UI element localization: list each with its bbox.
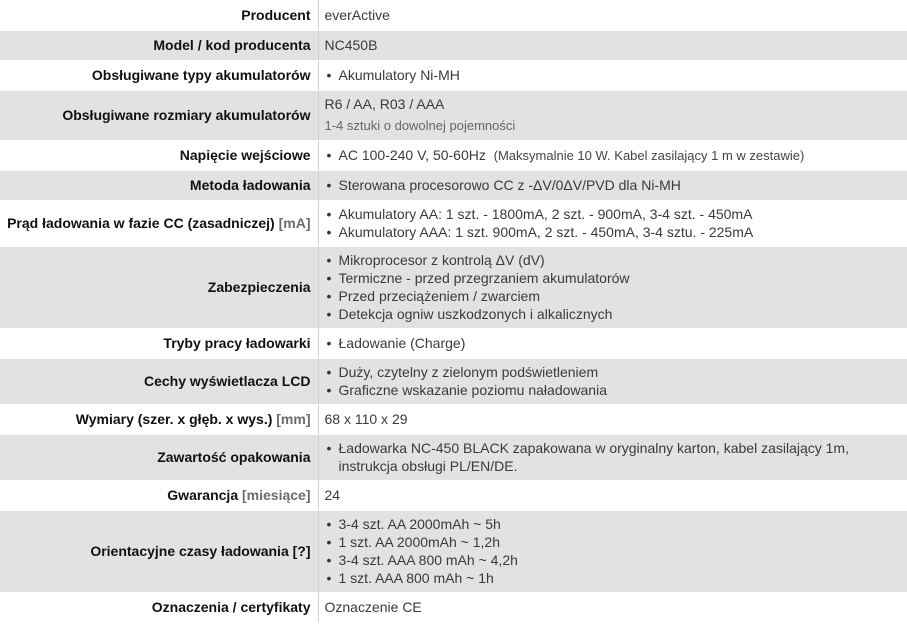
- spec-value: [318, 328, 907, 358]
- spec-label: Napięcie wejściowe: [0, 140, 318, 170]
- spec-list: [325, 439, 902, 475]
- spec-value: everActive: [318, 0, 907, 30]
- spec-label: Model / kod producenta: [0, 30, 318, 60]
- spec-value: [318, 200, 907, 246]
- spec-unit: [mA]: [278, 215, 311, 231]
- spec-list: [325, 146, 902, 165]
- spec-row-dimensions: [0, 404, 907, 434]
- spec-unit: [miesiące]: [242, 487, 311, 503]
- spec-list: [325, 363, 902, 399]
- spec-row-battery-types: [0, 60, 907, 90]
- spec-value: [318, 60, 907, 90]
- spec-value: [318, 170, 907, 200]
- spec-row-lcd-features: [0, 358, 907, 404]
- spec-note: (Maksymalnie 10 W. Kabel zasilający 1 m w zestawie): [493, 147, 805, 163]
- spec-label: Cechy wyświetlacza LCD: [0, 358, 318, 404]
- list-item: • 3-4 szt. AAA 800 mAh ~ 4,2h: [339, 551, 902, 569]
- list-item: • 3-4 szt. AA 2000mAh ~ 5h: [339, 515, 902, 533]
- spec-label: [0, 480, 318, 510]
- spec-value: [318, 434, 907, 480]
- spec-row-warranty: [0, 480, 907, 510]
- list-item: [339, 146, 902, 165]
- list-item: • Graficzne wskazanie poziomu naładowania: [339, 381, 902, 399]
- spec-label: Oznaczenia / certyfikaty: [0, 592, 318, 622]
- spec-label: [0, 200, 318, 246]
- list-item: • Ładowarka NC-450 BLACK zapakowana w oryginalny karton, kabel zasilający 1m, instrukcja obsługi PL/EN/DE.: [339, 439, 902, 475]
- spec-row-package-contents: [0, 434, 907, 480]
- spec-label: Zawartość opakowania: [0, 434, 318, 480]
- list-item: • Akumulatory Ni-MH: [339, 66, 902, 84]
- list-item: • 1 szt. AA 2000mAh ~ 1,2h: [339, 533, 902, 551]
- spec-label: [0, 404, 318, 434]
- spec-list: [325, 176, 902, 194]
- list-item: • Akumulatory AAA: 1 szt. 900mA, 2 szt. - 450mA, 3-4 sztu. - 225mA: [339, 223, 902, 241]
- spec-value: NC450B: [318, 30, 907, 60]
- spec-label-text: Prąd ładowania w fazie CC (zasadniczej): [7, 215, 275, 231]
- spec-label: Tryby pracy ładowarki: [0, 328, 318, 358]
- spec-label-text: Wymiary (szer. x głęb. x wys.): [75, 411, 273, 427]
- spec-label: Zabezpieczenia: [0, 246, 318, 328]
- spec-row-certificates: [0, 592, 907, 622]
- spec-unit: [mm]: [276, 411, 311, 427]
- list-item: • 1 szt. AAA 800 mAh ~ 1h: [339, 569, 902, 587]
- spec-list: [325, 515, 902, 587]
- spec-label: Metoda ładowania: [0, 170, 318, 200]
- list-item: • Detekcja ogniw uszkodzonych i alkalicznych: [339, 305, 902, 323]
- spec-label: Obsługiwane rozmiary akumulatorów: [0, 90, 318, 140]
- spec-label-text: Gwarancja: [167, 487, 239, 503]
- list-item: • Sterowana procesorowo CC z -ΔV/0ΔV/PVD dla Ni-MH: [339, 176, 902, 194]
- spec-row-protections: [0, 246, 907, 328]
- list-item: • Akumulatory AA: 1 szt. - 1800mA, 2 szt. - 900mA, 3-4 szt. - 450mA: [339, 205, 902, 223]
- spec-value-main: R6 / AA, R03 / AAA: [324, 96, 445, 112]
- spec-list: [325, 334, 902, 352]
- spec-value: 24: [318, 480, 907, 510]
- spec-row-producer: [0, 0, 907, 30]
- spec-label: Obsługiwane typy akumulatorów: [0, 60, 318, 90]
- spec-value: [318, 246, 907, 328]
- spec-list: [325, 251, 902, 323]
- spec-row-battery-sizes: [0, 90, 907, 140]
- spec-label: Producent: [0, 0, 318, 30]
- spec-row-charging-times: [0, 510, 907, 592]
- spec-row-charging-current: [0, 200, 907, 246]
- spec-value: 68 x 110 x 29: [318, 404, 907, 434]
- list-item: • Ładowanie (Charge): [339, 334, 902, 352]
- spec-list: [325, 66, 902, 84]
- spec-row-input-voltage: [0, 140, 907, 170]
- spec-label: Orientacyjne czasy ładowania [?]: [0, 510, 318, 592]
- spec-row-charging-method: [0, 170, 907, 200]
- list-item: • Przed przeciążeniem / zwarciem: [339, 287, 902, 305]
- spec-value: [318, 358, 907, 404]
- spec-value-sub: 1-4 sztuki o dowolnej pojemności: [324, 118, 516, 133]
- spec-list: [325, 205, 902, 241]
- list-item: • Mikroprocesor z kontrolą ΔV (dV): [339, 251, 902, 269]
- spec-value: [318, 140, 907, 170]
- spec-value: [318, 510, 907, 592]
- spec-value: Oznaczenie CE: [318, 592, 907, 622]
- list-item: • Duży, czytelny z zielonym podświetleniem: [339, 363, 902, 381]
- spec-row-model: [0, 30, 907, 60]
- list-item: • Termiczne - przed przegrzaniem akumulatorów: [339, 269, 902, 287]
- list-item-text: AC 100-240 V, 50-60Hz: [338, 146, 486, 163]
- spec-row-charger-modes: [0, 328, 907, 358]
- spec-value: [318, 90, 907, 140]
